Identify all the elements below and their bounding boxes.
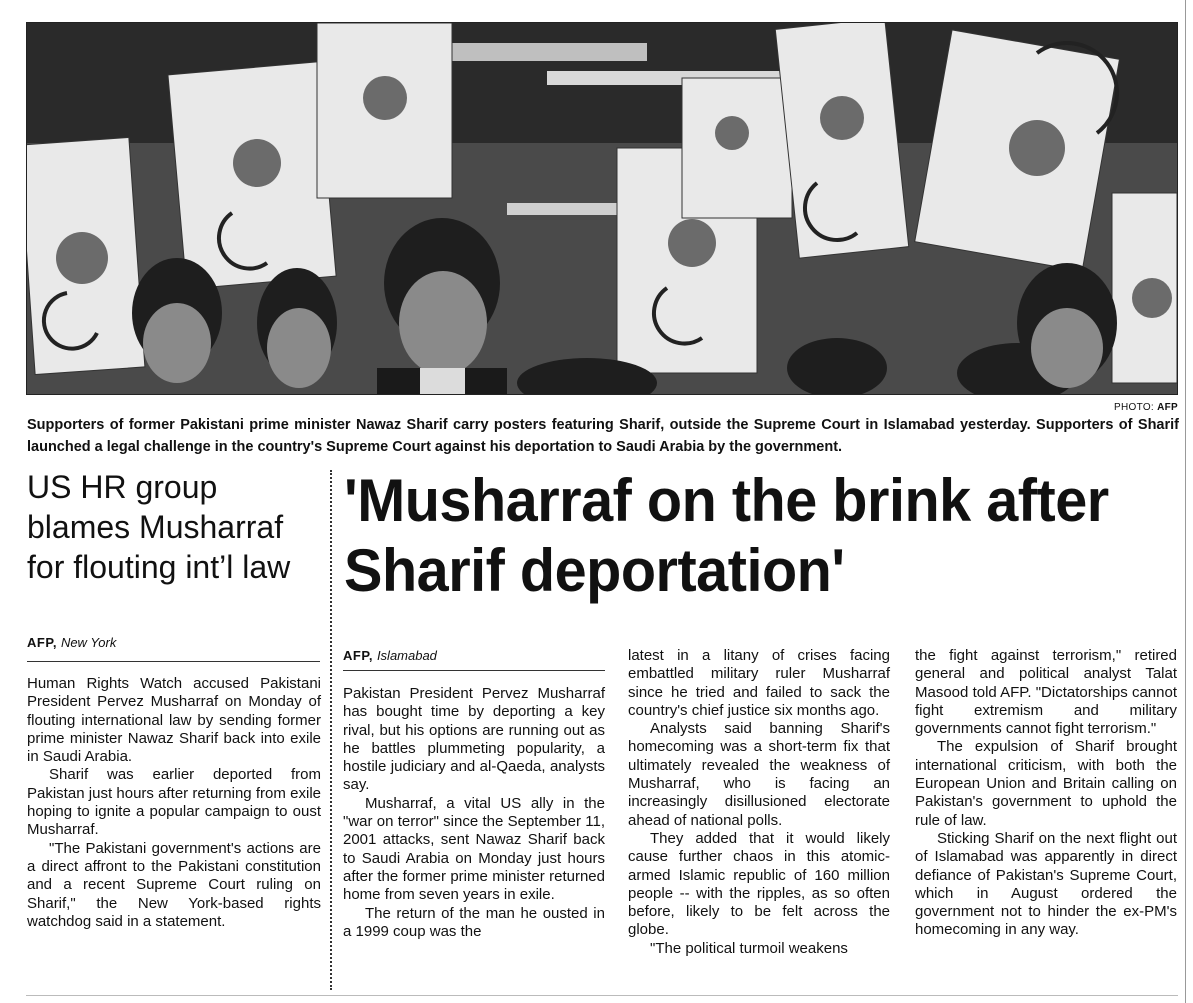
main-story-column-2 bbox=[628, 647, 890, 958]
side-story-agency: AFP, bbox=[27, 635, 57, 650]
main-story-headline: 'Musharraf on the brink after Sharif deportation' bbox=[344, 467, 1109, 604]
main-story-agency: AFP, bbox=[343, 648, 373, 663]
main-story-paragraph: The return of the man he ousted in a 1999 coup was the bbox=[343, 904, 605, 940]
main-story-paragraph: "The political turmoil weakens bbox=[650, 939, 848, 957]
bottom-rule bbox=[26, 995, 1178, 996]
main-story-paragraph: They added that it would likely cause further chaos in this atomic-armed Islamic republic of 160 million people -- with the ripples, as so often before, likely to be felt across the globe. bbox=[628, 829, 890, 939]
side-story-paragraph: "The Pakistani government's actions are a direct affront to the Pakistani constitution and a recent Supreme Court ruling on Sharif," the New York-based rights watchdog said in a statement. bbox=[27, 839, 321, 930]
main-story-place: Islamabad bbox=[376, 648, 437, 663]
main-story-paragraph: latest in a litany of crises facing embattled military ruler Musharraf since he tried and failed to sack the country's chief justice six months ago. bbox=[628, 647, 890, 719]
main-byline-rule bbox=[343, 670, 605, 671]
side-story-headline: US HR group blames Musharraf for flouting int’l law bbox=[27, 469, 291, 585]
main-story-paragraph: The expulsion of Sharif brought international criticism, with both the European Union and Britain calling on Pakistan's government to uphold the rule of law. bbox=[915, 738, 1177, 829]
main-story-byline bbox=[343, 648, 605, 663]
side-byline-rule bbox=[27, 661, 320, 662]
side-story-body bbox=[27, 675, 321, 931]
main-story-column-1 bbox=[343, 685, 605, 941]
main-story-paragraph: Pakistan President Pervez Musharraf has bought time by deporting a key rival, but his options are running out as he battles plummeting popularity, a hostile judiciary and al-Qaeda, analysts say. bbox=[343, 685, 605, 794]
side-story-place: New York bbox=[60, 635, 117, 650]
photo-credit-source: AFP bbox=[1157, 402, 1178, 413]
news-photo bbox=[26, 22, 1178, 395]
main-story-column-3 bbox=[915, 647, 1177, 940]
side-story-paragraph: Sharif was earlier deported from Pakistan just hours after returning from exile hoping to ignite a popular campaign to oust Musharraf. bbox=[27, 766, 321, 839]
photo-caption: Supporters of former Pakistani prime minister Nawaz Sharif carry posters featuring Sharif, outside the Supreme Court in Islamabad yesterday. Supporters of Sharif launched a legal challenge in the country's Supreme Court against his deportation to Saudi Arabia by the government. bbox=[27, 417, 1179, 455]
page-edge-rule bbox=[1185, 0, 1186, 1003]
photo-credit bbox=[1040, 402, 1178, 413]
main-story-paragraph: Analysts said banning Sharif's homecoming was a short-term fix that ultimately revealed the weakness of Musharraf, who is facing an increasingly disillusioned electorate ahead of national polls. bbox=[628, 720, 890, 829]
side-story-byline bbox=[27, 635, 322, 650]
main-story-paragraph: the fight against terrorism," retired general and political analyst Talat Masood told AFP. "Dictatorships cannot fight extremism and military governments cannot fight terrorism." bbox=[915, 647, 1177, 738]
main-story-paragraph: Sticking Sharif on the next flight out of Islamabad was apparently in direct defiance of Pakistan's Supreme Court, which in August ordered the government not to hinder the ex-PM's homecoming in any way. bbox=[915, 829, 1177, 939]
photo-credit-label: PHOTO: bbox=[1114, 402, 1154, 413]
main-story-paragraph: Musharraf, a vital US ally in the "war on terror" since the September 11, 2001 attacks, sent Nawaz Sharif back to Saudi Arabia on Monday just hours after the former prime minister returned home from seven years in exile. bbox=[343, 794, 605, 904]
column-divider bbox=[330, 470, 332, 990]
side-story-paragraph: Human Rights Watch accused Pakistani President Pervez Musharraf on Monday of flouting international law by sending former prime minister Nawaz Sharif back into exile in Saudi Arabia. bbox=[27, 675, 321, 766]
